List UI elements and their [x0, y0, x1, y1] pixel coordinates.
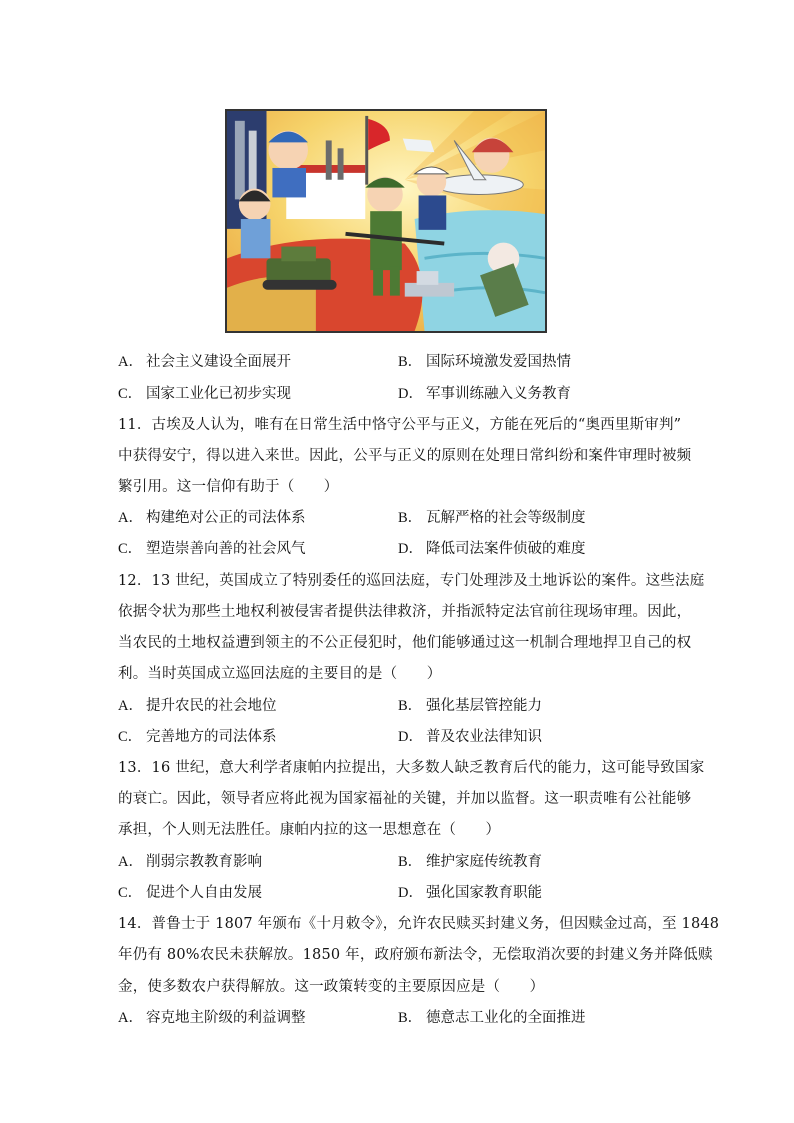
q14-stem-line-1: 14．普鲁士于 1807 年颁布《十月敕令》，允许农民赎买封建义务，但因赎金过高，至 1848 — [118, 916, 720, 932]
q13-stem-line-2: 的衰亡。因此，领导者应将此视为国家福祉的关键，并加以监督。这一职责唯有公社能够 — [118, 791, 692, 807]
q12-option-a — [118, 696, 277, 716]
option-key: B． — [398, 854, 423, 870]
option-text: 构建绝对公正的司法体系 — [146, 510, 306, 526]
q12-stem-line-4: 利。当时英国成立巡回法庭的主要目的是（ ） — [118, 666, 442, 682]
q10-option-b — [398, 352, 571, 372]
option-text: 国际环境激发爱国热情 — [426, 354, 571, 370]
q11-stem-line-3: 繁引用。这一信仰有助于（ ） — [118, 479, 339, 495]
option-text: 军事训练融入义务教育 — [426, 386, 571, 402]
option-key: C． — [118, 885, 143, 901]
q14-stem-line-2: 年仍有 80%农民未获解放。1850 年，政府颁布新法令，无偿取消次要的封建义务并降低赎 — [118, 947, 713, 963]
option-key: D． — [398, 541, 423, 557]
q10-option-c — [118, 384, 291, 404]
q11-stem-line-2: 中获得安宁，得以进入来世。因此，公平与正义的原则在处理日常纠纷和案件审理时被频 — [118, 448, 692, 464]
q11-option-a — [118, 508, 306, 528]
option-text: 国家工业化已初步实现 — [146, 386, 291, 402]
option-text: 强化国家教育职能 — [426, 885, 542, 901]
option-text: 社会主义建设全面展开 — [146, 354, 291, 370]
option-key: B． — [398, 510, 423, 526]
q10-option-d — [398, 384, 571, 404]
q12-option-b — [398, 696, 542, 716]
option-text: 普及农业法律知识 — [426, 729, 542, 745]
option-text: 容克地主阶级的利益调整 — [146, 1010, 306, 1026]
q13-option-b — [398, 852, 542, 872]
q10-option-a — [118, 352, 291, 372]
option-text: 塑造崇善向善的社会风气 — [146, 541, 306, 557]
option-key: C． — [118, 541, 143, 557]
option-key: A． — [118, 354, 143, 370]
option-key: D． — [398, 885, 423, 901]
q13-stem-line-1: 13．16 世纪，意大利学者康帕内拉提出，大多数人缺乏教育后代的能力，这可能导致国家 — [118, 760, 705, 776]
option-key: A． — [118, 698, 143, 714]
q14-option-b — [398, 1008, 586, 1028]
q13-option-c — [118, 883, 262, 903]
option-text: 促进个人自由发展 — [146, 885, 262, 901]
q12-stem-line-2: 依据令状为那些土地权利被侵害者提供法律救济，并指派特定法官前往现场审理。因此， — [118, 604, 692, 620]
propaganda-poster-image — [225, 109, 547, 333]
q12-stem-line-1: 12．13 世纪，英国成立了特别委任的巡回法庭，专门处理涉及土地诉讼的案件。这些法庭 — [118, 573, 705, 589]
q14-option-a — [118, 1008, 306, 1028]
option-text: 降低司法案件侦破的难度 — [426, 541, 586, 557]
option-key: B． — [398, 354, 423, 370]
option-key: A． — [118, 854, 143, 870]
q11-stem-line-1: 11．古埃及人认为，唯有在日常生活中恪守公平与正义，方能在死后的“奥西里斯审判” — [118, 417, 682, 433]
q11-option-b — [398, 508, 586, 528]
option-key: C． — [118, 729, 143, 745]
q13-stem-line-3: 承担，个人则无法胜任。康帕内拉的这一思想意在（ ） — [118, 822, 501, 838]
option-key: A． — [118, 1010, 143, 1026]
q12-option-d — [398, 727, 542, 747]
option-text: 瓦解严格的社会等级制度 — [426, 510, 586, 526]
option-text: 提升农民的社会地位 — [146, 698, 277, 714]
q11-option-c — [118, 539, 306, 559]
q13-option-d — [398, 883, 542, 903]
option-text: 强化基层管控能力 — [426, 698, 542, 714]
option-key: B． — [398, 1010, 423, 1026]
option-text: 维护家庭传统教育 — [426, 854, 542, 870]
q13-option-a — [118, 852, 262, 872]
option-text: 削弱宗教教育影响 — [146, 854, 262, 870]
option-key: B． — [398, 698, 423, 714]
option-key: A． — [118, 510, 143, 526]
option-text: 完善地方的司法体系 — [146, 729, 277, 745]
option-text: 德意志工业化的全面推进 — [426, 1010, 586, 1026]
option-key: C． — [118, 386, 143, 402]
q14-stem-line-3: 金，使多数农户获得解放。这一政策转变的主要原因应是（ ） — [118, 979, 545, 995]
option-key: D． — [398, 386, 423, 402]
q12-option-c — [118, 727, 277, 747]
q11-option-d — [398, 539, 586, 559]
q12-stem-line-3: 当农民的土地权益遭到领主的不公正侵犯时，他们能够通过这一机制合理地捍卫自己的权 — [118, 635, 692, 651]
poster-illustration — [227, 111, 545, 331]
option-key: D． — [398, 729, 423, 745]
